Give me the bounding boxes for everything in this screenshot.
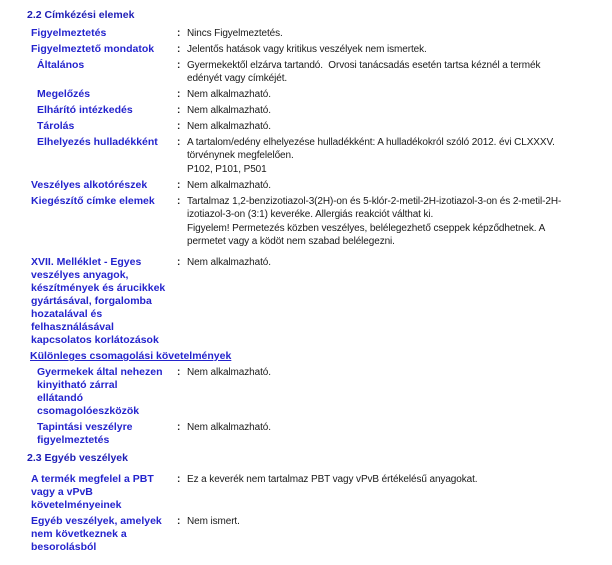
field-row — [0, 256, 612, 347]
colon-separator: : — [177, 28, 181, 39]
field-value — [187, 59, 612, 85]
section-rows — [0, 473, 612, 554]
field-label — [31, 473, 177, 512]
colon-separator: : — [177, 121, 181, 132]
field-value — [187, 43, 612, 56]
value-line: Nincs Figyelmeztetés. — [187, 28, 283, 39]
label-line: A termék megfelel a PBT — [31, 473, 154, 485]
value-paragraph — [187, 421, 612, 434]
field-label — [37, 59, 177, 72]
value-paragraph — [187, 195, 612, 221]
section — [0, 9, 612, 447]
value-line: törvénynek megfelelően. — [187, 150, 294, 161]
field-label — [31, 256, 177, 347]
value-line: izotiazol-3-on (3:1) keveréke. Allergiás reakciót válthat ki. — [187, 209, 434, 220]
label-line: kinyitható zárral — [37, 379, 118, 391]
field-label — [37, 136, 177, 149]
value-line: Gyermekektől elzárva tartandó. Orvosi tanácsadás esetén tartsa kéznél a termék — [187, 60, 541, 71]
field-label — [31, 43, 177, 56]
field-row — [0, 43, 612, 56]
field-row — [0, 59, 612, 85]
value-line: Nem alkalmazható. — [187, 89, 271, 100]
field-label — [37, 104, 177, 117]
label-line: figyelmeztetés — [37, 434, 110, 446]
field-row — [0, 421, 612, 447]
field-row — [0, 136, 612, 176]
section-title: 2.3 Egyéb veszélyek — [27, 452, 128, 464]
label-line: Figyelmeztető mondatok — [31, 43, 155, 55]
field-label — [37, 366, 177, 418]
field-row — [0, 120, 612, 133]
field-row — [0, 104, 612, 117]
field-label — [37, 421, 177, 447]
colon-separator: : — [177, 367, 181, 378]
colon-separator: : — [177, 196, 181, 207]
value-line: permetet vagy a ködöt nem szabad belélegezni. — [187, 236, 395, 247]
label-line: Tapintási veszélyre — [37, 421, 133, 433]
value-paragraph — [187, 43, 612, 56]
value-paragraph — [187, 473, 612, 486]
label-line: Megelőzés — [37, 88, 91, 100]
field-value — [187, 256, 612, 269]
field-value — [187, 366, 612, 379]
value-paragraph — [187, 120, 612, 133]
value-paragraph — [187, 136, 612, 162]
label-line: veszélyes anyagok, — [31, 269, 129, 281]
field-row — [0, 195, 612, 248]
value-line: P102, P101, P501 — [187, 164, 267, 175]
field-label — [37, 88, 177, 101]
value-paragraph — [187, 515, 612, 528]
label-line: besorolásból — [31, 541, 97, 553]
value-line: Tartalmaz 1,2-benzizotiazol-3(2H)-on és 5-klór-2-metil-2H-izotiazol-3-on és 2-metil-2H- — [187, 196, 562, 207]
value-paragraph — [187, 59, 612, 85]
field-value — [187, 421, 612, 434]
colon-separator: : — [177, 516, 181, 527]
value-line: A tartalom/edény elhelyezése hulladékként: A hulladékokról szóló 2012. évi CLXXXV. — [187, 137, 555, 148]
field-row — [0, 473, 612, 512]
value-line: Nem alkalmazható. — [187, 180, 271, 191]
sub-section-header: Különleges csomagolási követelmények — [30, 350, 232, 362]
colon-separator: : — [177, 89, 181, 100]
value-line: Nem alkalmazható. — [187, 257, 271, 268]
field-value — [187, 515, 612, 528]
field-label — [31, 195, 177, 208]
value-paragraph — [187, 179, 612, 192]
value-line: Figyelem! Permetezés közben veszélyes, belélegezhető cseppek képződhetnek. A — [187, 223, 546, 234]
label-line: Általános — [37, 59, 85, 71]
label-line: készítmények és árucikkek — [31, 282, 166, 294]
value-line: edényét vagy címkéjét. — [187, 73, 288, 84]
value-line: Nem alkalmazható. — [187, 422, 271, 433]
value-line: Ez a keverék nem tartalmaz PBT vagy vPvB értékelésű anyagokat. — [187, 474, 478, 485]
field-label — [31, 179, 177, 192]
label-line: kapcsolatos korlátozások — [31, 334, 159, 346]
field-row — [0, 366, 612, 418]
field-label — [37, 120, 177, 133]
field-row — [0, 179, 612, 192]
value-paragraph — [187, 222, 612, 248]
section — [0, 452, 612, 554]
value-line: Nem ismert. — [187, 516, 240, 527]
label-line: gyártásával, forgalomba — [31, 295, 152, 307]
field-value — [187, 179, 612, 192]
label-line: Veszélyes alkotórészek — [31, 179, 148, 191]
label-line: Elhelyezés hulladékként — [37, 136, 158, 148]
section-title: 2.2 Címkézési elemek — [27, 9, 135, 21]
value-paragraph — [187, 366, 612, 379]
field-value — [187, 27, 612, 40]
value-paragraph — [187, 256, 612, 269]
field-label — [31, 515, 177, 554]
label-line: ellátandó — [37, 392, 84, 404]
value-line: Nem alkalmazható. — [187, 105, 271, 116]
colon-separator: : — [177, 105, 181, 116]
label-line: csomagolóeszközök — [37, 405, 140, 417]
label-line: Elhárító intézkedés — [37, 104, 133, 116]
label-line: Figyelmeztetés — [31, 27, 107, 39]
label-line: Tárolás — [37, 120, 75, 132]
colon-separator: : — [177, 60, 181, 71]
colon-separator: : — [177, 257, 181, 268]
value-paragraph — [187, 88, 612, 101]
label-line: Gyermekek által nehezen — [37, 366, 163, 378]
colon-separator: : — [177, 422, 181, 433]
label-line: követelményeinek — [31, 499, 122, 511]
colon-separator: : — [177, 137, 181, 148]
field-row — [0, 27, 612, 40]
label-line: Egyéb veszélyek, amelyek — [31, 515, 162, 527]
field-value — [187, 104, 612, 117]
value-paragraph — [187, 104, 612, 117]
label-line: hozatalával és — [31, 308, 103, 320]
label-line: felhasználásával — [31, 321, 114, 333]
field-value — [187, 120, 612, 133]
value-line: Nem alkalmazható. — [187, 121, 271, 132]
field-value — [187, 195, 612, 248]
colon-separator: : — [177, 44, 181, 55]
field-value — [187, 473, 612, 486]
field-row — [0, 88, 612, 101]
value-paragraph — [187, 27, 612, 40]
value-line: Nem alkalmazható. — [187, 367, 271, 378]
section-rows — [0, 27, 612, 447]
value-paragraph — [187, 163, 612, 176]
label-line: Kiegészítő címke elemek — [31, 195, 155, 207]
colon-separator: : — [177, 180, 181, 191]
field-value — [187, 88, 612, 101]
label-line: XVII. Melléklet - Egyes — [31, 256, 142, 268]
label-line: vagy a vPvB — [31, 486, 93, 498]
field-label — [31, 27, 177, 40]
field-value — [187, 136, 612, 176]
field-row — [0, 515, 612, 554]
colon-separator: : — [177, 474, 181, 485]
value-line: Jelentős hatások vagy kritikus veszélyek nem ismertek. — [187, 44, 427, 55]
label-line: nem következnek a — [31, 528, 127, 540]
